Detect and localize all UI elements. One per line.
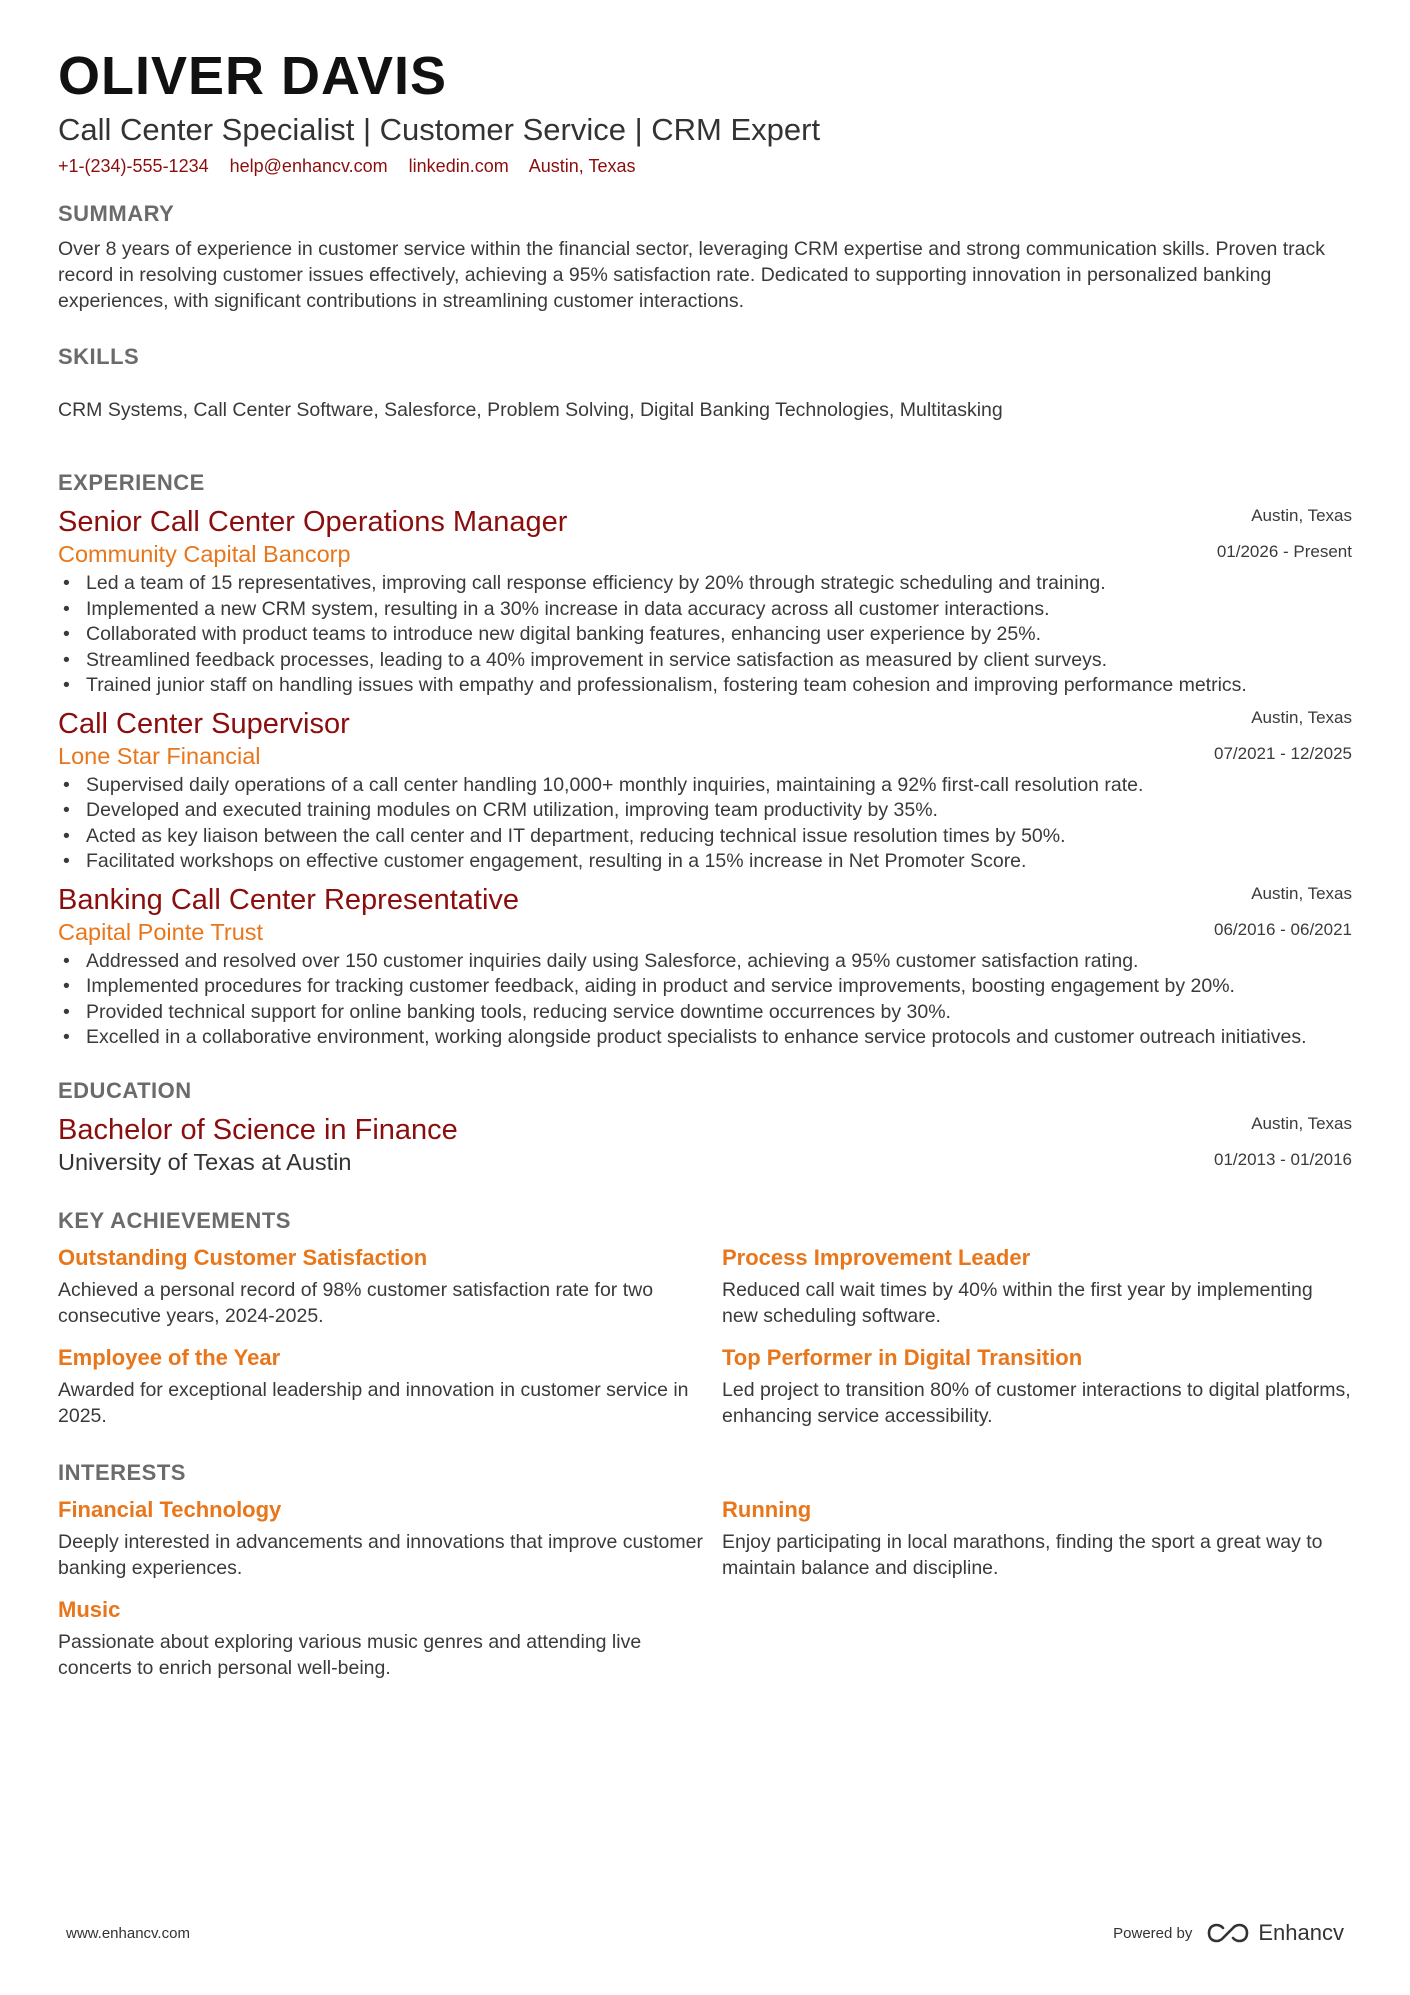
education-degree: Bachelor of Science in Finance [58,1113,458,1146]
achievement-item [722,1243,1352,1329]
job-bullet: • Collaborated with product teams to introduce new digital banking features, enhancing user experience by 25%. [58,622,1352,648]
achievement-item [722,1343,1352,1429]
job-bullet: • Developed and executed training modules on CRM utilization, improving team productivity by 35%. [58,798,1352,824]
education-section [58,1077,1352,1177]
achievements-section [58,1207,1352,1429]
job-bullet: • Addressed and resolved over 150 customer inquiries daily using Salesforce, achieving a 95% customer satisfaction rating. [58,949,1352,975]
enhancv-brand-name: Enhancv [1258,1920,1344,1945]
achievement-desc: Achieved a personal record of 98% customer satisfaction rate for two consecutive years, 2024-2025. [58,1278,654,1327]
job-bullet: • Acted as key liaison between the call center and IT department, reducing technical issue resolution times by 50%. [58,824,1352,850]
job-meta [1214,707,1352,765]
job-header [58,505,1352,569]
job-bullet: • Trained junior staff on handling issues with empathy and professionalism, fostering team cohesion and improving performance metrics. [58,673,1352,699]
summary-heading: SUMMARY [58,201,175,226]
achievement-desc: Reduced call wait times by 40% within the first year by implementing new scheduling software. [722,1278,1313,1327]
achievements-grid [58,1243,1352,1429]
job-title: Senior Call Center Operations Manager [58,506,568,538]
job-location: Austin, Texas [1251,883,1352,903]
job-dates: 07/2021 - 12/2025 [1213,743,1352,763]
powered-by-label: Powered by [1113,1924,1193,1942]
job-meta [1217,505,1352,563]
powered-by [1113,1920,1344,1946]
achievement-title: Outstanding Customer Satisfaction [58,1244,428,1270]
job-bullet: • Streamlined feedback processes, leading to a 40% improvement in service satisfaction as measured by client surveys. [58,648,1352,674]
candidate-title: Call Center Specialist | Customer Service | CRM Expert [58,112,821,147]
education-entry [58,1113,1352,1177]
job-dates: 01/2026 - Present [1216,542,1352,561]
interest-desc: Passionate about exploring various music genres and attending live concerts to enrich personal well-being. [58,1630,642,1679]
education-heading: EDUCATION [58,1077,192,1103]
achievements-heading: KEY ACHIEVEMENTS [58,1207,291,1233]
job-title: Banking Call Center Representative [58,883,520,916]
job-company: Capital Pointe Trust [58,918,264,945]
enhancv-brand[interactable] [1206,1920,1344,1946]
education-meta [1214,1113,1352,1171]
education-dates: 01/2013 - 01/2016 [1213,1149,1352,1169]
candidate-name: OLIVER DAVIS [58,46,448,106]
job-location: Austin, Texas [1251,506,1352,525]
interests-section [58,1459,1352,1681]
skills-text: CRM Systems, Call Center Software, Salesforce, Problem Solving, Digital Banking Technologies, Multitasking [58,399,1003,421]
skills-heading: SKILLS [58,344,140,369]
page-footer [66,1920,1344,1946]
enhancv-logo-icon [1206,1922,1250,1944]
footer-website[interactable]: www.enhancv.com [66,1924,190,1942]
contact-linkedin[interactable]: linkedin.com [408,156,509,176]
job-bullets [58,949,1352,1051]
achievement-desc: Awarded for exceptional leadership and innovation in customer service in 2025. [58,1378,689,1427]
achievement-item [58,1243,718,1329]
job-bullet: • Implemented a new CRM system, resulting in a 30% increase in data accuracy across all customer interactions. [58,597,1352,623]
job-header [58,707,1352,771]
interest-item [58,1595,718,1681]
job-bullets [58,571,1352,699]
interests-heading: INTERESTS [58,1459,186,1485]
job-entry [58,505,1352,699]
achievement-title: Top Performer in Digital Transition [722,1344,1083,1370]
job-dates: 06/2016 - 06/2021 [1213,919,1352,939]
interest-desc: Deeply interested in advancements and innovations that improve customer banking experiences. [58,1530,703,1579]
interests-grid [58,1495,1352,1681]
job-bullet: • Implemented procedures for tracking customer feedback, aiding in product and service improvements, boosting engagement by 20%. [58,974,1352,1000]
experience-heading: EXPERIENCE [58,470,205,495]
job-bullet: • Led a team of 15 representatives, improving call response efficiency by 20% through strategic scheduling and training. [58,571,1352,597]
education-school: University of Texas at Austin [58,1148,352,1175]
skills-section [58,343,1352,423]
interest-title: Financial Technology [58,1496,282,1522]
achievement-item [58,1343,718,1429]
education-location: Austin, Texas [1251,1113,1352,1133]
job-location: Austin, Texas [1251,707,1352,727]
experience-section [58,469,1352,1051]
contact-email[interactable]: help@enhancv.com [229,156,388,176]
achievement-desc: Led project to transition 80% of customer interactions to digital platforms, enhancing service accessibility. [722,1378,1351,1427]
contact-location: Austin, Texas [528,156,636,176]
interest-item [722,1495,1352,1581]
achievement-title: Employee of the Year [58,1344,281,1370]
interest-title: Music [58,1596,121,1622]
interest-title: Running [722,1496,812,1522]
job-bullet: • Excelled in a collaborative environment, working alongside product specialists to enhance service protocols and customer outreach initiatives. [58,1025,1352,1051]
job-bullets [58,773,1352,875]
interest-item [58,1495,718,1581]
job-title: Call Center Supervisor [58,707,350,740]
job-meta [1214,883,1352,941]
job-header [58,883,1352,947]
job-entry [58,883,1352,1051]
job-company: Lone Star Financial [58,742,261,769]
summary-text: Over 8 years of experience in customer service within the financial sector, leveraging CRM expertise and strong communication skills. Proven track record in resolving customer issues effectively, achieving a 95% satisfaction rate. Dedicated to supporting innovation in personalized banking experiences, with significant contributions in streamlining customer interactions. [58,238,1325,312]
interest-desc: Enjoy participating in local marathons, finding the sport a great way to maintain balance and discipline. [722,1530,1323,1579]
job-entry [58,707,1352,875]
achievement-title: Process Improvement Leader [722,1244,1031,1270]
job-bullet: • Facilitated workshops on effective customer engagement, resulting in a 15% increase in Net Promoter Score. [58,849,1352,875]
contact-line [58,154,1352,178]
job-bullet: • Supervised daily operations of a call center handling 10,000+ monthly inquiries, maintaining a 92% first-call resolution rate. [58,773,1352,799]
job-bullet: • Provided technical support for online banking tools, reducing service downtime occurrences by 30%. [58,1000,1352,1026]
contact-phone[interactable]: +1-(234)-555-1234 [58,156,209,176]
summary-section [58,200,1352,314]
job-company: Community Capital Bancorp [58,541,351,567]
